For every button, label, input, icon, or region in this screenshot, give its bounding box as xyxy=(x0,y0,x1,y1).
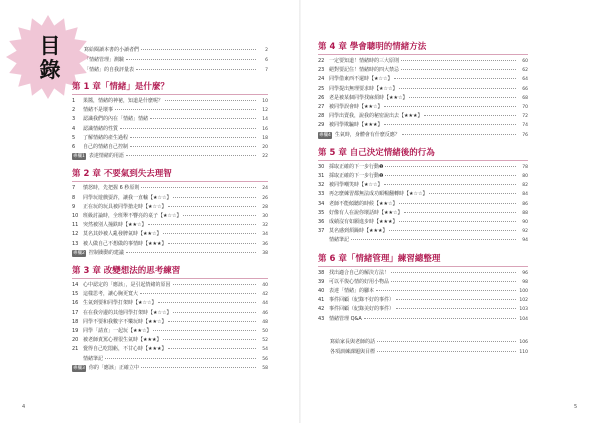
entry-page-number: 90 xyxy=(522,220,528,225)
dot-leader xyxy=(376,290,516,291)
dot-leader xyxy=(173,197,256,198)
entry-title: 被老師責罵心裡很生氣時【★★★】 xyxy=(83,337,162,344)
entry-number: 8 xyxy=(72,194,76,201)
entry-page-number: 46 xyxy=(262,310,268,316)
entry-title: 認識情緒的性質 xyxy=(83,125,119,132)
entry-page-number: 72 xyxy=(522,114,528,120)
toc-entry[interactable] xyxy=(318,94,528,103)
entry-page-number: 86 xyxy=(522,201,528,207)
dot-leader xyxy=(401,60,516,61)
intro-entry[interactable] xyxy=(72,66,268,75)
entry-title: 覺得自己吃悶虧，不甘心時【★★★】 xyxy=(83,346,167,353)
entry-number: 23 xyxy=(318,67,325,74)
entry-page-number: 26 xyxy=(262,195,268,201)
entry-number: 3 xyxy=(72,116,76,123)
toc-entry[interactable] xyxy=(72,281,268,290)
entry-title: 情緒筆記 xyxy=(329,237,350,244)
dot-leader xyxy=(165,100,256,101)
entry-page-number: 24 xyxy=(262,186,268,192)
dot-leader xyxy=(168,206,256,207)
entry-page-number: 48 xyxy=(262,319,268,325)
chapter-title[interactable]: 第 5 章 自己決定情緒後的行為 xyxy=(318,147,435,158)
entry-page-number: 60 xyxy=(522,59,528,64)
toc-entry[interactable] xyxy=(72,152,268,161)
entry-number: 40 xyxy=(318,288,325,294)
dot-leader xyxy=(385,175,516,176)
entry-number: 30 xyxy=(318,163,325,170)
toc-entry[interactable] xyxy=(318,236,528,245)
entry-page-number: 92 xyxy=(522,229,528,235)
entry-title: 表達「情緒」的腳本 xyxy=(329,288,375,294)
entry-page-number: 70 xyxy=(522,105,528,110)
toc-entry[interactable] xyxy=(72,240,268,249)
entry-number: 18 xyxy=(72,318,79,325)
entry-title: 老師不能傾聽的時候【★★☆】 xyxy=(329,200,398,207)
intro-entry[interactable] xyxy=(318,338,528,347)
entry-page-number: 68 xyxy=(522,95,528,101)
entry-number: 37 xyxy=(318,228,325,235)
dot-leader xyxy=(183,215,256,216)
entry-title: 這樣思考，讓心胸更寬大 xyxy=(83,291,139,298)
entry-title: 事件回顧（紀錄美好的事件） xyxy=(329,306,395,313)
toc-entry[interactable] xyxy=(72,290,268,299)
toc-entry[interactable] xyxy=(72,125,268,134)
dot-leader xyxy=(394,78,516,79)
entry-number: 6 xyxy=(72,144,76,150)
toc-entry[interactable] xyxy=(318,66,528,75)
entry-title: 同學不要和我數字不樂玩時【★★☆】 xyxy=(83,318,167,325)
toc-entry[interactable] xyxy=(318,85,528,94)
entry-title: 了解情緒的產生過程 xyxy=(83,134,129,141)
entry-number: 31 xyxy=(318,173,325,179)
entry-number: 17 xyxy=(72,309,79,316)
entry-number: 7 xyxy=(72,185,76,192)
dot-leader xyxy=(136,69,256,70)
dot-leader xyxy=(396,299,516,300)
entry-title: 同學「請直」一起玩【★★☆】 xyxy=(83,328,152,334)
entry-title: 「情緒」的自我評量表 xyxy=(84,67,135,73)
entry-number: 36 xyxy=(318,219,325,225)
dot-leader xyxy=(399,88,516,89)
entry-page-number: 84 xyxy=(522,192,528,198)
entry-title: 生氣到要和同學打架時【★☆☆】 xyxy=(83,300,157,307)
dot-leader xyxy=(351,239,516,240)
dot-leader xyxy=(141,49,256,50)
dot-leader xyxy=(150,118,256,119)
chapter-underline xyxy=(318,160,528,161)
entry-title: 在在我旁邊的其他同學打架時【★☆☆】 xyxy=(83,309,172,316)
chapter-underline xyxy=(318,266,528,267)
dot-leader xyxy=(399,221,516,222)
entry-title: 莫名感到煩躁時【★★★】 xyxy=(329,228,388,235)
dot-leader xyxy=(130,146,256,147)
dot-leader xyxy=(140,293,256,294)
entry-page-number: 38 xyxy=(262,250,268,256)
entry-title: 被人做自己不想做的事情時【★★★】 xyxy=(83,240,167,247)
dot-leader xyxy=(126,59,256,60)
entry-page-number: 106 xyxy=(519,339,528,345)
toc-entry[interactable] xyxy=(72,336,268,345)
entry-number: 29 xyxy=(318,122,325,129)
entry-page-number: 56 xyxy=(262,356,268,362)
dot-leader xyxy=(115,109,256,110)
dot-leader xyxy=(402,134,516,135)
entry-number: 22 xyxy=(318,58,325,64)
entry-title: 同學出賣我，說我的秘密說出去【★★★】 xyxy=(329,113,423,120)
dot-leader xyxy=(163,233,256,234)
entry-title: 「情緒管理」測驗 xyxy=(84,57,125,63)
entry-title: 一定要知道！情緒時的三大原則 xyxy=(329,58,400,64)
dot-leader xyxy=(148,224,256,225)
dot-leader xyxy=(401,69,516,70)
right-page-number: 5 xyxy=(574,404,578,410)
toc-entry[interactable] xyxy=(72,327,268,336)
dot-leader xyxy=(389,230,516,231)
toc-entry[interactable] xyxy=(72,184,268,193)
entry-page-number: 6 xyxy=(265,58,268,63)
dot-leader xyxy=(105,358,256,359)
page-gutter xyxy=(299,0,301,423)
entry-title: 採取正確的下一步行動❷ xyxy=(329,173,384,179)
toc-entry[interactable] xyxy=(72,318,268,327)
entry-page-number: 22 xyxy=(262,154,268,160)
entry-page-number: 78 xyxy=(522,164,528,170)
entry-title: 控制衝動的建議 xyxy=(88,249,124,256)
entry-title: 心中認定的「應該」，是引起情緒的原因 xyxy=(83,282,171,288)
dot-leader xyxy=(153,330,256,331)
entry-number: 41 xyxy=(318,297,325,304)
entry-page-number: 80 xyxy=(522,174,528,179)
entry-page-number: 50 xyxy=(262,329,268,334)
dot-leader xyxy=(391,281,516,282)
toc-entry[interactable] xyxy=(72,134,268,143)
intro-entry[interactable] xyxy=(72,46,268,55)
toc-entry[interactable] xyxy=(72,345,268,354)
chapter-title[interactable]: 第 6 章「情緒管理」練習總整理 xyxy=(318,253,441,264)
toc-heading-text: 目錄 xyxy=(39,34,61,82)
entry-title: 生氣時，身體會有什麼反應？ xyxy=(334,131,400,138)
entry-page-number: 74 xyxy=(522,123,528,129)
entry-title: 找出適合自己的解決方法！ xyxy=(329,269,390,276)
toc-entry[interactable] xyxy=(318,163,528,172)
entry-title: 絕對要記住！情緒時的四大禁忌 xyxy=(329,67,400,74)
entry-title: 各項訓練課題與目標 xyxy=(330,348,376,355)
entry-title: 同學提出無理要求時【★☆☆】 xyxy=(329,85,398,92)
chapter-underline xyxy=(72,278,268,279)
entry-page-number: 20 xyxy=(262,145,268,150)
dot-leader xyxy=(384,124,516,125)
dot-leader xyxy=(396,308,516,309)
entry-page-number: 18 xyxy=(262,135,268,141)
chapter-title[interactable]: 第 3 章 改變想法的思考練習 xyxy=(72,266,181,276)
entry-page-number: 82 xyxy=(522,183,528,189)
chapter-title[interactable]: 第 4 章 學會聰明的情緒方法 xyxy=(318,42,427,52)
column-tag: 專欄1 xyxy=(73,154,85,160)
entry-page-number: 14 xyxy=(262,117,268,123)
dot-leader xyxy=(377,351,516,352)
entry-number: 20 xyxy=(72,337,79,344)
toc-entry[interactable] xyxy=(318,181,528,190)
dot-leader xyxy=(377,341,516,342)
entry-title: 憤怒時，先把握 6 秒原則 xyxy=(83,185,140,192)
dot-leader xyxy=(126,252,256,253)
dot-leader xyxy=(168,348,256,349)
entry-title: 情緒不是壞事 xyxy=(83,107,114,114)
entry-title: 事件回顧（紀錄不好的事件） xyxy=(329,297,395,304)
entry-title: 你的「應該」正確立中 xyxy=(88,364,139,371)
entry-number: 34 xyxy=(318,200,325,207)
toc-entry[interactable] xyxy=(72,221,268,230)
toc-entry[interactable] xyxy=(72,212,268,221)
dot-leader xyxy=(126,155,256,156)
dot-leader xyxy=(429,193,516,194)
dot-leader xyxy=(385,166,516,167)
entry-title: 自己的情緒自己控制 xyxy=(83,144,129,150)
entry-page-number: 96 xyxy=(522,270,528,276)
dot-leader xyxy=(158,302,256,303)
entry-title: 老是被某個同學找麻煩時【★★☆】 xyxy=(329,94,408,101)
entry-page-number: 94 xyxy=(522,238,528,244)
dot-leader xyxy=(364,318,516,319)
toc-entry[interactable] xyxy=(72,106,268,115)
toc-entry[interactable] xyxy=(318,172,528,181)
entry-page-number: 66 xyxy=(522,86,528,92)
entry-number: 11 xyxy=(72,222,79,229)
toc-entry[interactable] xyxy=(318,57,528,66)
toc-entry[interactable] xyxy=(318,131,528,140)
entry-title: 果醬，情緒的神祕，知道是什麼呢？ xyxy=(83,98,164,104)
entry-number: 14 xyxy=(72,282,79,288)
entry-number: 13 xyxy=(72,240,79,247)
entry-number: 10 xyxy=(72,213,79,219)
chapter-underline xyxy=(72,181,268,182)
dot-leader xyxy=(141,187,256,188)
toc-entry[interactable] xyxy=(318,227,528,236)
entry-title: 再怎麼練習都無法成功順暢翻轉時【★☆☆】 xyxy=(329,191,428,198)
toc-entry[interactable] xyxy=(72,309,268,318)
entry-title: 情緒管理 Q&A xyxy=(329,315,362,322)
entry-page-number: 34 xyxy=(262,232,268,238)
toc-entry[interactable] xyxy=(318,209,528,218)
entry-title: 認識我們的內在「情緒」情緒 xyxy=(83,116,149,123)
entry-title: 莫名其妙被人亂發脾氣時【★★☆】 xyxy=(83,231,162,238)
toc-entry[interactable] xyxy=(72,249,268,258)
dot-leader xyxy=(141,367,256,368)
toc-entry[interactable] xyxy=(318,287,528,296)
entry-title: 採取正確的下一步行動❶ xyxy=(329,163,384,170)
column-tag: 專欄4 xyxy=(319,132,331,138)
toc-entry[interactable] xyxy=(72,355,268,364)
entry-title: 可以平復心情的好用小物品 xyxy=(329,278,390,285)
entry-number: 28 xyxy=(318,113,325,120)
dot-leader xyxy=(399,203,516,204)
dot-leader xyxy=(168,243,256,244)
entry-title: 班級討論時，全班舉不響亮的桌子【★☆☆】 xyxy=(83,213,182,219)
toc-entry[interactable] xyxy=(72,299,268,308)
entry-title: 突然被別人撞跌時【★★☆】 xyxy=(83,222,147,229)
entry-page-number: 42 xyxy=(262,292,268,298)
entry-number: 33 xyxy=(318,191,325,198)
toc-entry[interactable] xyxy=(318,103,528,112)
entry-title: 被同學誤會時【★★☆】 xyxy=(329,104,383,110)
dot-leader xyxy=(163,339,256,340)
entry-page-number: 16 xyxy=(262,126,268,132)
entry-page-number: 36 xyxy=(262,241,268,247)
entry-page-number: 44 xyxy=(262,301,268,307)
toc-entry[interactable] xyxy=(318,200,528,209)
dot-leader xyxy=(173,312,256,313)
entry-number: 12 xyxy=(72,231,79,238)
toc-entry[interactable] xyxy=(318,305,528,314)
entry-title: 寫給家長與老師的話 xyxy=(330,338,376,345)
entry-number: 19 xyxy=(72,328,79,334)
dot-leader xyxy=(409,97,516,98)
entry-number: 2 xyxy=(72,107,76,114)
entry-page-number: 100 xyxy=(519,289,528,294)
entry-title: 情緒筆記 xyxy=(83,355,104,362)
dot-leader xyxy=(120,128,256,129)
toc-entry[interactable] xyxy=(72,115,268,124)
dot-leader xyxy=(173,284,256,285)
column-tag: 專欄2 xyxy=(73,250,85,256)
column-tag: 專欄3 xyxy=(73,365,85,371)
toc-entry[interactable] xyxy=(318,218,528,227)
entry-number: 16 xyxy=(72,300,79,307)
chapter-title[interactable]: 第 1 章「情緒」是什麼？ xyxy=(72,82,169,92)
dot-leader xyxy=(384,106,516,107)
entry-title: 同學借東西不還時【★☆☆】 xyxy=(329,76,393,83)
entry-number: 39 xyxy=(318,278,325,285)
entry-number: 21 xyxy=(72,346,79,353)
entry-page-number: 76 xyxy=(522,132,528,138)
left-page-number: 4 xyxy=(22,404,26,410)
entry-page-number: 10 xyxy=(262,99,268,104)
toc-entry[interactable] xyxy=(318,269,528,278)
entry-title: 被同學嘲笑時【★☆☆】 xyxy=(329,182,383,189)
entry-number: 43 xyxy=(318,315,325,322)
toc-entry[interactable] xyxy=(72,203,268,212)
toc-entry[interactable] xyxy=(318,75,528,84)
entry-page-number: 104 xyxy=(519,316,528,322)
entry-page-number: 58 xyxy=(262,365,268,371)
toc-entry[interactable] xyxy=(318,190,528,199)
entry-page-number: 110 xyxy=(519,349,528,355)
dot-leader xyxy=(130,137,256,138)
chapter-title[interactable]: 第 2 章 不要氣到失去理智 xyxy=(72,169,172,180)
entry-page-number: 52 xyxy=(262,338,268,344)
toc-entry[interactable] xyxy=(318,315,528,324)
entry-title: 表達情緒的用語 xyxy=(88,153,124,160)
intro-entry[interactable] xyxy=(72,56,268,65)
dot-leader xyxy=(391,272,516,273)
toc-entry[interactable] xyxy=(72,230,268,239)
entry-title: 成績沒有如願進步時【★★★】 xyxy=(329,219,398,225)
chapter-underline xyxy=(72,94,268,95)
entry-number: 9 xyxy=(72,203,76,210)
entry-page-number: 40 xyxy=(262,283,268,288)
entry-page-number: 28 xyxy=(262,204,268,210)
entry-number: 1 xyxy=(72,98,76,104)
entry-number: 26 xyxy=(318,94,325,101)
entry-number: 4 xyxy=(72,125,76,132)
dot-leader xyxy=(384,184,516,185)
toc-entry[interactable] xyxy=(72,194,268,203)
entry-page-number: 54 xyxy=(262,347,268,353)
entry-number: 25 xyxy=(318,85,325,92)
entry-title: 同學玩遊戲耍詐，讓我一直輸【★☆☆】 xyxy=(83,194,172,201)
entry-title: 好像有人在說你壞話時【★★☆】 xyxy=(329,209,403,216)
toc-heading xyxy=(38,34,62,82)
toc-entry[interactable] xyxy=(72,364,268,373)
entry-number: 27 xyxy=(318,104,325,110)
chapter-underline xyxy=(318,54,528,55)
entry-number: 24 xyxy=(318,76,325,83)
dot-leader xyxy=(424,115,516,116)
entry-number: 32 xyxy=(318,182,325,189)
toc-entry[interactable] xyxy=(72,97,268,106)
toc-entry[interactable] xyxy=(318,278,528,287)
entry-page-number: 30 xyxy=(262,214,268,219)
entry-page-number: 88 xyxy=(522,210,528,216)
entry-number: 35 xyxy=(318,209,325,216)
toc-entry[interactable] xyxy=(318,296,528,305)
entry-page-number: 7 xyxy=(265,68,268,73)
toc-entry[interactable] xyxy=(318,121,528,130)
toc-entry[interactable] xyxy=(72,143,268,152)
intro-entry[interactable] xyxy=(318,348,528,357)
entry-title: 被同學欺騙時【★★★】 xyxy=(329,122,383,129)
dot-leader xyxy=(168,321,256,322)
entry-page-number: 32 xyxy=(262,223,268,229)
entry-title: 正在玩的玩具被同學搶走時【★☆☆】 xyxy=(83,203,167,210)
entry-page-number: 103 xyxy=(519,307,528,313)
entry-page-number: 12 xyxy=(262,108,268,114)
entry-page-number: 62 xyxy=(522,68,528,74)
entry-number: 42 xyxy=(318,306,325,313)
entry-number: 5 xyxy=(72,134,76,141)
toc-entry[interactable] xyxy=(318,112,528,121)
entry-page-number: 102 xyxy=(519,298,528,304)
dot-leader xyxy=(404,212,516,213)
entry-title: 寫給閱讀本書的小讀者們 xyxy=(84,47,140,53)
entry-page-number: 64 xyxy=(522,77,528,83)
entry-page-number: 98 xyxy=(522,279,528,285)
entry-page-number: 2 xyxy=(265,48,268,53)
entry-number: 15 xyxy=(72,291,79,298)
entry-number: 38 xyxy=(318,269,325,276)
